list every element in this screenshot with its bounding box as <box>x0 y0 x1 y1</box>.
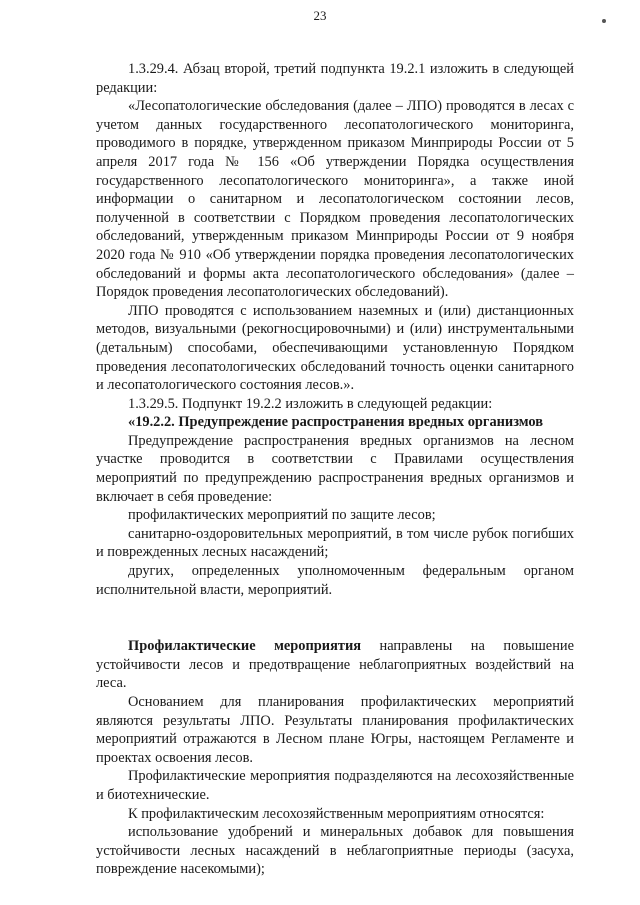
paragraph-lpo-methods: ЛПО проводятся с использованием наземных и (или) дистанционных методов, визуальными (рекогносцировочными) и (или) инструментальными (детальным) способами, обеспечивающими установленную Порядком проведения лесопатологических обследований точность оценки санитарного и лесопатологического состояния лесов.». <box>96 302 574 394</box>
section-heading-19-2-2: «19.2.2. Предупреждение распространения вредных организмов <box>128 414 544 431</box>
list-item-fertilizers: использование удобрений и минеральных добавок для повышения устойчивости лесных насаждений в неблагоприятные периоды (засуха, повреждение насекомыми); <box>96 824 574 878</box>
list-item-sanitary: санитарно-оздоровительных мероприятий, в том числе рубок погибших и поврежденных лесных насаждений; <box>96 525 574 561</box>
document-body <box>96 60 574 879</box>
list-item-other: других, определенных уполномоченным федеральным органом исполнительной власти, мероприятий. <box>96 563 574 598</box>
paragraph-preventive-measures <box>96 637 574 693</box>
list-item-preventive: профилактических мероприятий по защите лесов; <box>128 507 436 524</box>
bold-term: Профилактические мероприятия <box>128 638 362 655</box>
page-number: 23 <box>313 8 327 23</box>
paragraph-1-3-29-5: 1.3.29.5. Подпункт 19.2.2 изложить в следующей редакции: <box>128 395 493 412</box>
paragraph-prevention-intro: Предупреждение распространения вредных организмов на лесном участке проводится в соответствии с Правилами осуществления мероприятий по предупреждению распространения вредных организмов и включает в себя проведение: <box>96 432 574 505</box>
spacer <box>96 599 574 637</box>
paragraph-planning-basis: Основанием для планирования профилактических мероприятий являются результаты ЛПО. Результаты планирования профилактических мероприятий отражаются в Лесном плане Югры, настоящем Регламенте и проектах освоения лесов. <box>96 694 574 766</box>
paragraph-preventive-text: направлены на повышение устойчивости лесов и предотвращение неблагоприятных воздействий на леса. <box>96 638 574 692</box>
scan-mark <box>602 19 606 23</box>
paragraph-subdivision: Профилактические мероприятия подразделяются на лесохозяйственные и биотехнические. <box>96 768 574 803</box>
paragraph-forestry-measures: К профилактическим лесохозяйственным мероприятиям относятся: <box>128 805 545 822</box>
paragraph-lpo-definition: «Лесопатологические обследования (далее – ЛПО) проводятся в лесах с учетом данных государственного лесопатологического мониторинга, проводимого в порядке, утвержденном приказом Минприроды России от 5 апреля 2017 года № 156 «Об утверждении Порядка осуществления государственного лесопатологического мониторинга», а также иной информации о санитарном и лесопатологическом состоянии лесов, полученной в соответствии с Порядком проведения лесопатологических обследований, утвержденным приказом Минприроды России от 9 ноября 2020 года № 910 «Об утверждении порядка проведения лесопатологических обследований и формы акта лесопатологического обследования» (далее – Порядок проведения лесопатологических обследований). <box>96 98 574 301</box>
paragraph-1-3-29-4: 1.3.29.4. Абзац второй, третий подпункта 19.2.1 изложить в следующей редакции: <box>96 61 574 96</box>
